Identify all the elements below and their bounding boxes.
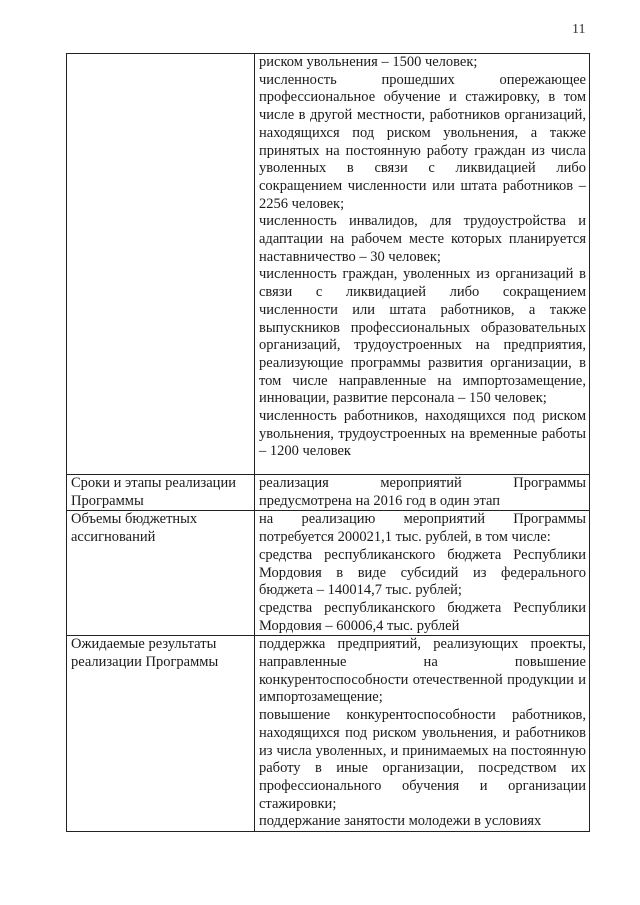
paragraph: риском увольнения – 1500 человек; <box>259 54 478 70</box>
paragraph: повышение конкурентоспособности работников, находящихся под риском увольнения, и работников из числа уволенных, и принимаемых на постоянную работу в иные организации, посредством их профессионального обучения и организации стажировки; <box>259 707 586 812</box>
paragraph: численность инвалидов, для трудоустройства и адаптации на рабочем месте которых планируется наставничество – 30 человек; <box>259 213 586 265</box>
row-value <box>255 636 590 832</box>
paragraph: поддержка предприятий, реализующих проекты, направленные на повышение конкурентоспособности отечественной продукции и импортозамещение; <box>259 636 586 706</box>
table-row-target-indicators-continued <box>67 54 590 475</box>
page-number: 11 <box>572 22 586 37</box>
row-label <box>67 54 255 475</box>
table-row-terms-and-stages <box>67 475 590 511</box>
paragraph: средства республиканского бюджета Республики Мордовия в виде субсидий из федерального бюджета – 140014,7 тыс. рублей; <box>259 546 586 599</box>
row-label: Сроки и этапы реализации Программы <box>67 475 255 511</box>
row-label: Ожидаемые результаты реализации Программы <box>67 636 255 832</box>
paragraph: численность граждан, уволенных из организаций в связи с ликвидацией либо сокращением численности или штата работников, а также выпускников профессиональных образовательных организаций, трудоустроенных на предприятия, реализующие программы развития организации, в том числе направленные на импортозамещение, инновации, развитие персонала – 150 человек; <box>259 266 586 407</box>
row-label: Объемы бюджетных ассигнований <box>67 511 255 636</box>
row-value <box>255 54 590 475</box>
program-passport-table <box>66 53 590 832</box>
row-value <box>255 475 590 511</box>
paragraph: на реализацию мероприятий Программы потребуется 200021,1 тыс. рублей, в том числе: <box>259 511 586 546</box>
paragraph: численность прошедших опережающее профессиональное обучение и стажировку, в том числе в другой местности, работников организаций, находящихся под риском увольнения, а также принятых на постоянную работу граждан из числа уволенных в связи с ликвидацией либо сокращением численности или штата работников – 2256 человек; <box>259 71 586 212</box>
table-row-expected-results <box>67 636 590 832</box>
row-value <box>255 511 590 636</box>
paragraph: поддержание занятости молодежи в условиях <box>259 813 542 830</box>
table-row-budget-allocations <box>67 511 590 636</box>
paragraph: средства республиканского бюджета Республики Мордовия – 60006,4 тыс. рублей <box>259 599 586 634</box>
paragraph: реализация мероприятий Программы предусмотрена на 2016 год в один этап <box>259 475 586 509</box>
paragraph: численность работников, находящихся под риском увольнения, трудоустроенных на временные работы – 1200 человек <box>259 408 586 460</box>
